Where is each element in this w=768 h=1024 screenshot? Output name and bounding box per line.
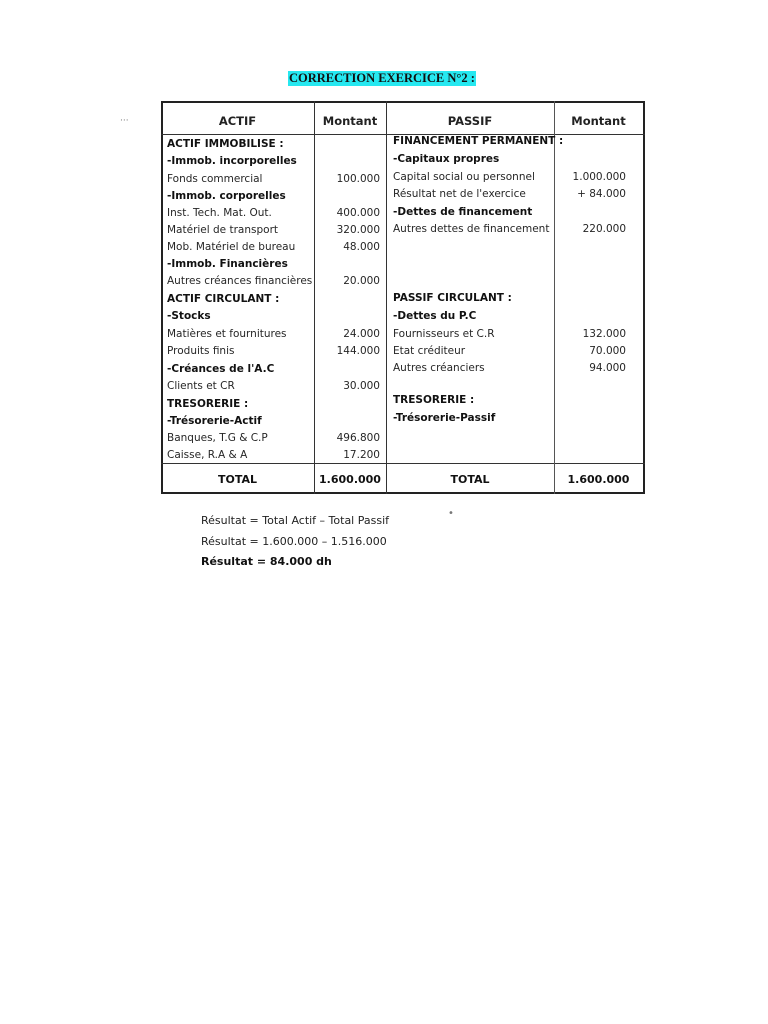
actif-row-label: -Immob. corporelles <box>167 190 286 202</box>
passif-row-label: FINANCEMENT PERMANENT : <box>393 135 564 147</box>
formula-result: Résultat = 84.000 dh <box>201 555 332 568</box>
actif-row-label: TRESORERIE : <box>167 398 249 410</box>
passif-row-amount: 70.000 <box>589 345 626 357</box>
header-montant-passif: Montant <box>571 114 626 128</box>
total-actif-amount: 1.600.000 <box>319 473 381 486</box>
actif-row-amount: 30.000 <box>343 380 380 392</box>
actif-row-label: Clients et CR <box>167 380 235 392</box>
passif-row-label: Capital social ou personnel <box>393 171 535 183</box>
passif-row-label: Autres créanciers <box>393 362 485 374</box>
actif-row-amount: 496.800 <box>336 432 380 444</box>
total-passif-label: TOTAL <box>450 473 490 486</box>
actif-row-label: Mob. Matériel de bureau <box>167 241 296 253</box>
actif-row-label: -Trésorerie-Actif <box>167 415 262 427</box>
actif-row-label: -Immob. incorporelles <box>167 155 297 167</box>
passif-row-amount: 1.000.000 <box>572 171 626 183</box>
actif-row-amount: 320.000 <box>336 224 380 236</box>
actif-row-amount: 48.000 <box>343 241 380 253</box>
passif-row-amount: + 84.000 <box>577 188 626 200</box>
actif-row-label: Produits finis <box>167 345 235 357</box>
page-title: CORRECTION EXERCICE N°2 : <box>289 71 475 85</box>
passif-row-label: -Capitaux propres <box>393 153 500 165</box>
actif-row-amount: 24.000 <box>343 328 380 340</box>
actif-row-amount: 100.000 <box>336 173 380 185</box>
actif-row-label: Matériel de transport <box>167 224 278 236</box>
passif-row-label: Etat créditeur <box>393 345 466 357</box>
actif-row-label: Fonds commercial <box>167 173 263 185</box>
actif-row-amount: 17.200 <box>343 449 380 461</box>
total-passif-amount: 1.600.000 <box>567 473 630 486</box>
passif-row-amount: 94.000 <box>589 362 626 374</box>
actif-row-amount: 400.000 <box>336 207 380 219</box>
passif-row-label: -Dettes du P.C <box>393 310 477 322</box>
total-actif-label: TOTAL <box>217 473 258 486</box>
header-actif: ACTIF <box>218 114 257 128</box>
actif-row-label: -Stocks <box>167 310 211 322</box>
passif-row-label: -Trésorerie-Passif <box>393 412 496 424</box>
actif-row-label: -Créances de l'A.C <box>167 363 275 375</box>
scan-speck: ·‧· <box>120 116 129 126</box>
header-passif: PASSIF <box>447 114 493 128</box>
formula-line: Résultat = 1.600.000 – 1.516.000 <box>201 535 387 548</box>
column-divider <box>386 101 387 494</box>
passif-row-label: -Dettes de financement <box>393 206 533 218</box>
scan-speck: • <box>448 508 454 519</box>
passif-row-label: Fournisseurs et C.R <box>393 328 495 340</box>
balance-sheet-table <box>161 101 645 494</box>
passif-row-amount: 220.000 <box>582 223 626 235</box>
actif-row-label: Inst. Tech. Mat. Out. <box>167 207 272 219</box>
passif-row-amount: 132.000 <box>582 328 626 340</box>
actif-row-label: Autres créances financières <box>167 275 313 287</box>
actif-row-amount: 144.000 <box>336 345 380 357</box>
passif-row-label: Autres dettes de financement <box>393 223 550 235</box>
column-divider <box>554 101 555 494</box>
header-montant-actif: Montant <box>322 114 378 128</box>
passif-row-label: PASSIF CIRCULANT : <box>393 292 512 304</box>
actif-row-label: ACTIF CIRCULANT : <box>167 293 280 305</box>
actif-row-label: -Immob. Financières <box>167 258 288 270</box>
actif-row-label: Banques, T.G & C.P <box>167 432 268 444</box>
actif-row-amount: 20.000 <box>343 275 380 287</box>
passif-row-label: Résultat net de l'exercice <box>393 188 526 200</box>
formula-line: Résultat = Total Actif – Total Passif <box>201 514 390 527</box>
actif-row-label: Caisse, R.A & A <box>167 449 248 461</box>
actif-row-label: ACTIF IMMOBILISE : <box>167 138 284 150</box>
total-divider <box>161 463 645 464</box>
passif-row-label: TRESORERIE : <box>393 394 475 406</box>
actif-row-label: Matières et fournitures <box>167 328 287 340</box>
